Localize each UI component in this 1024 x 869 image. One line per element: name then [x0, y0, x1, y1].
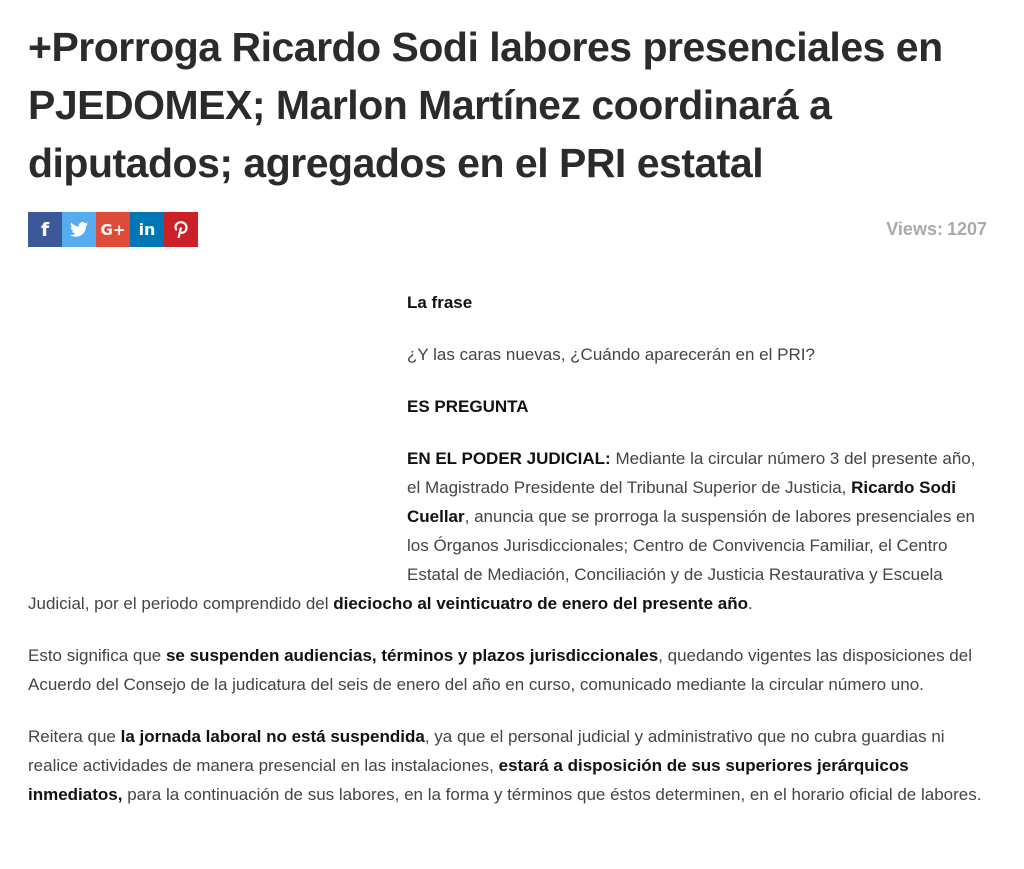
facebook-icon: f — [40, 218, 50, 241]
facebook-share-button[interactable] — [28, 212, 62, 247]
google-plus-icon: G+ — [100, 220, 126, 239]
share-bar — [28, 212, 198, 247]
article-body — [28, 288, 988, 832]
bold-jornada: la jornada laboral no está suspendida — [120, 727, 425, 746]
text-run: Esto significa que — [28, 646, 166, 665]
views-count: 1207 — [946, 219, 987, 239]
text-run: Mediante la circular número 3 del presente año, el Magistrado Presidente del Tribunal Superior de Justicia, — [407, 449, 976, 497]
text-run: , quedando vigentes las disposiciones del Acuerdo del Consejo de la judicatura del seis de enero del año en curso, comunicado mediante la circular número uno. — [28, 646, 972, 694]
linkedin-share-button[interactable] — [130, 212, 164, 247]
frase-question: ¿Y las caras nuevas, ¿Cuándo aparecerán en el PRI? — [407, 345, 815, 364]
section-heading-es-pregunta: ES PREGUNTA — [407, 397, 529, 416]
bold-lead: EN EL PODER JUDICIAL: — [407, 449, 611, 468]
text-run: , ya que el personal judicial y administrativo que no cubra guardias ni realice actividades de manera presencial en las instalaciones, — [28, 727, 945, 775]
twitter-icon — [70, 222, 88, 237]
bold-dates: dieciocho al veinticuatro de enero del presente año — [333, 594, 748, 613]
views-counter — [886, 219, 987, 240]
views-label: Views: — [886, 219, 943, 239]
pinterest-share-button[interactable] — [164, 212, 198, 247]
paragraph-suspension — [28, 641, 988, 699]
text-run: . — [747, 594, 753, 613]
section-heading-la-frase: La frase — [407, 293, 473, 312]
ad-placeholder — [28, 288, 407, 578]
twitter-share-button[interactable] — [62, 212, 96, 247]
article-title: +Prorroga Ricardo Sodi labores presenciales en PJEDOMEX; Marlon Martínez coordinará a diputados; agregados en el PRI estatal — [28, 24, 943, 186]
bold-name: Ricardo Sodi Cuellar — [407, 478, 956, 526]
linkedin-icon: in — [138, 220, 156, 239]
text-run: , anuncia que se prorroga la suspensión de labores presenciales en los Órganos Jurisdiccionales; Centro de Convivencia Familiar, el Centro Estatal de Mediación, Conciliación y de Justicia Restaurativa y Escuela Judicial, por el periodo comprendido del — [28, 507, 975, 613]
text-run: para la continuación de sus labores, en la forma y términos que éstos determinen, en el horario oficial de labores. — [122, 785, 982, 804]
bold-suspension: se suspenden audiencias, términos y plazos jurisdiccionales — [165, 646, 659, 665]
bold-disposicion: estará a disposición de sus superiores jerárquicos inmediatos, — [28, 756, 909, 804]
google-plus-share-button[interactable] — [96, 212, 130, 247]
text-run: Reitera que — [28, 727, 121, 746]
paragraph-jornada — [28, 722, 988, 809]
pinterest-icon — [174, 221, 188, 239]
